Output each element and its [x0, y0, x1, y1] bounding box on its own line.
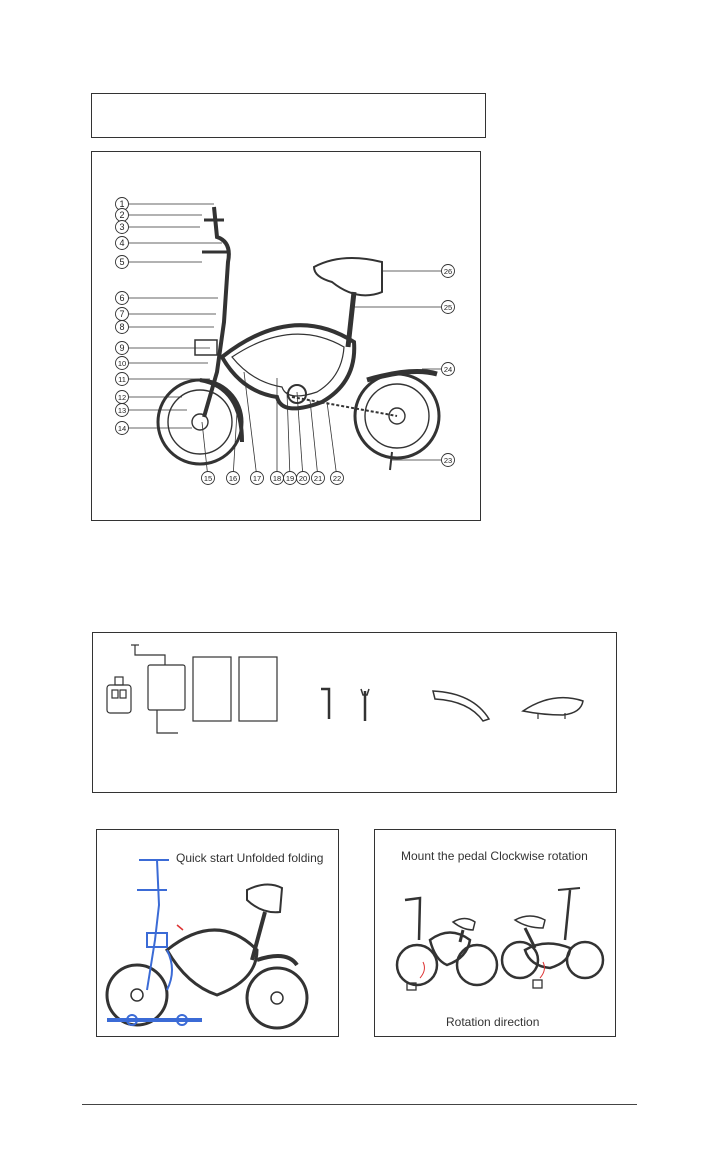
callout-number: 11 [118, 375, 126, 384]
leader-line [310, 400, 318, 478]
pedal-caption-bottom: Rotation direction [446, 1015, 540, 1029]
pedal-icon [107, 677, 131, 713]
hex-key-icon [321, 689, 329, 719]
leader-line [297, 392, 303, 478]
leader-line [287, 392, 290, 478]
callout-number: 20 [298, 474, 308, 483]
parts-diagram-box [91, 151, 481, 521]
callout-number: 2 [119, 210, 125, 220]
manual-icon [193, 657, 231, 721]
accessories-box [92, 632, 617, 793]
charger-icon [131, 645, 185, 733]
callout-number: 26 [443, 267, 453, 276]
callout-number: 6 [119, 293, 125, 303]
callout-number: 15 [203, 474, 213, 483]
accessories-drawing [93, 633, 616, 792]
callout-number: 4 [119, 238, 125, 248]
callout-number: 12 [117, 393, 127, 402]
bike-parts-diagram [92, 152, 480, 520]
callout-number: 5 [119, 257, 125, 267]
callout-number: 3 [119, 222, 125, 232]
title-box [91, 93, 486, 138]
callout-number: 10 [117, 359, 127, 368]
callout-number: 14 [117, 424, 127, 433]
bike-icon [158, 207, 439, 470]
quick-start-caption: Quick start Unfolded folding [176, 851, 324, 865]
callout-number: 16 [228, 474, 238, 483]
wrench-icon [361, 689, 369, 721]
manual-icon [239, 657, 277, 721]
callout-number: 7 [119, 309, 125, 319]
leader-line [327, 402, 337, 478]
bike-icon [97, 830, 338, 1036]
pedal-panel [374, 829, 616, 1037]
callout-number: 13 [117, 406, 127, 415]
pedal-caption-top: Mount the pedal Clockwise rotation [401, 849, 588, 863]
bike-icon [375, 830, 615, 1036]
callout-number: 21 [313, 474, 323, 483]
callout-number: 8 [119, 322, 125, 332]
callout-number: 24 [443, 365, 453, 374]
callout-number: 25 [443, 303, 453, 312]
callout-number: 17 [252, 474, 262, 483]
callout-number: 1 [119, 199, 125, 209]
footer-rule [82, 1104, 637, 1105]
callout-number: 19 [285, 474, 295, 483]
leader-line [202, 422, 208, 478]
callout-number: 9 [119, 343, 125, 353]
callout-number: 22 [332, 474, 342, 483]
callout-number: 23 [443, 456, 453, 465]
quick-start-panel [96, 829, 339, 1037]
saddle-icon [523, 698, 583, 719]
fender-icon [433, 691, 489, 721]
left-callouts [116, 198, 223, 435]
callout-number: 18 [272, 474, 282, 483]
